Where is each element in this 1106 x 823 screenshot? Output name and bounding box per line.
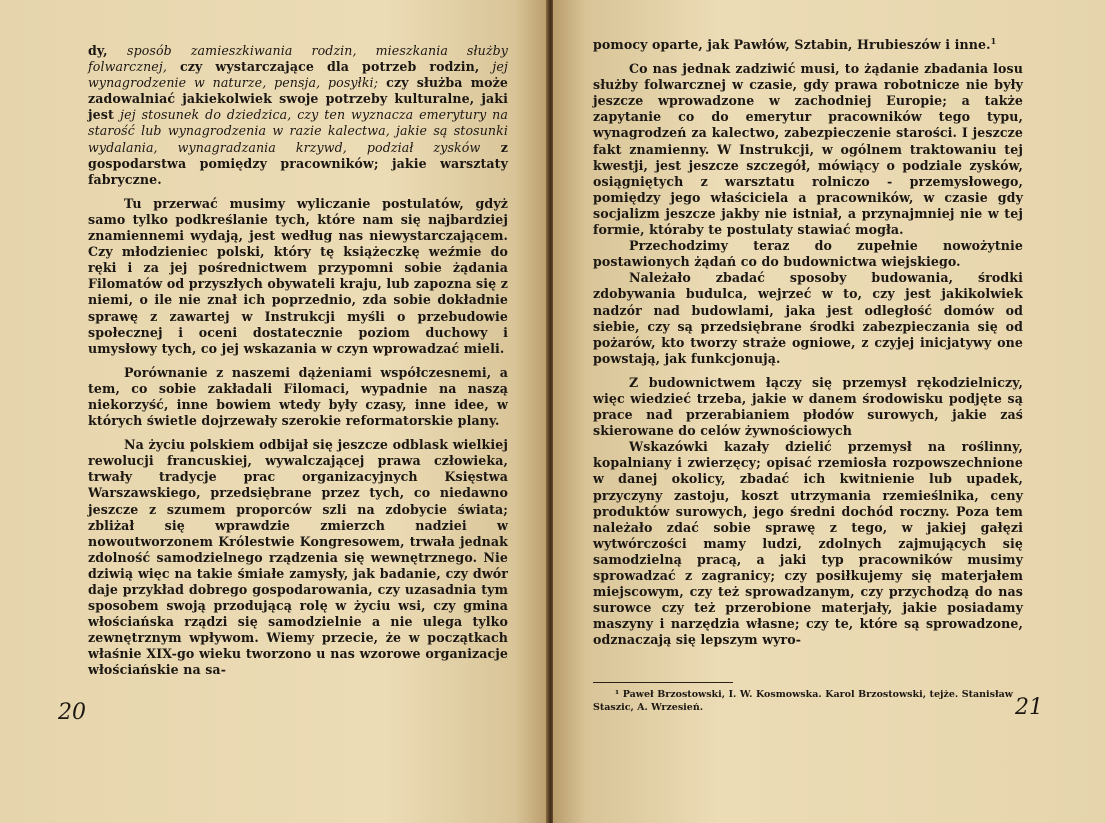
right-page-body <box>593 37 1023 656</box>
footnote-rule <box>593 682 733 683</box>
page-number-right: 21 <box>1015 695 1043 720</box>
paragraph-text: Wskazówki kazały dzielić przemysł na roślinny, kopalniany i zwierzęcy; opisać rzemiosła rozpowszechnione w danej okolicy, zbadać ich kwitnienie lub upadek, przyczyny zastoju, koszt utrzymania rzemieślnika, ceny produktów surowych, jego średni dochód roczny. Poza tem należało zdać sobie sprawę z tego, w jakiej gałęzi wytwórczości mamy ludzi, zdolnych zajmujących się samodzielną pracą, a jaki typ pracowników musimy sprowadzać z zagranicy; czy posiłkujemy się materjałem miejscowym, czy też sprowadzanym, czy przychodzą do nas surowce czy też przerobione materjały, jakie posiadamy maszyny i narzędzia własne; czy te, które są sprowadzone, odznaczają się lepszym wyro- <box>593 439 1023 648</box>
italic-segment: jej stosunek do dziedzica, czy ten wyznacza emerytury na starość lub wynagrodzenia w razie kalectwa, jakie są stosunki wydalania, wynagradzania krzywd, podział zysków <box>88 107 508 155</box>
right-page <box>553 0 1106 823</box>
text-segment: czy wystarczające dla potrzeb rodzin, <box>166 59 493 75</box>
right-paragraph <box>593 375 1023 439</box>
right-paragraph <box>593 238 1023 270</box>
right-paragraph <box>593 61 1023 238</box>
right-paragraph <box>593 37 1023 53</box>
text-segment: Porównanie z naszemi dążeniami współczesnemi, a tem, co sobie zakładali Filomaci, wypadnie na naszą niekorzyść, inne bowiem wtedy były czasy, inne idee, w których świetle dojrzewały szerokie reformatorskie plany. <box>88 364 508 429</box>
left-page <box>0 0 548 823</box>
left-page-body <box>88 43 508 687</box>
text-segment: Tu przerwać musimy wyliczanie postulatów, gdyż samo tylko podkreślanie tych, które nam się najbardziej znamiennemi wydają, jest według nas niewystarczającem. Czy młodzieniec polski, który tę książeczkę weźmie do ręki i za jej pośrednictwem przypomni sobie żądania Filomatów od przyszłych obywateli kraju, lub zapozna się z niemi, o ile nie znał ich poprzednio, zda sobie dokładnie sprawę z zawartej w Instrukcji myśli o przebudowie społecznej i oceni dostatecznie poziom duchowy i umysłowy tych, co jej wskazania w czyn wprowadzać mieli. <box>88 195 508 356</box>
footnote-marker: 1 <box>990 35 997 46</box>
text-segment: czy służba może zadowalniać jakiekolwiek swoje potrzeby kulturalne, jaki jest <box>88 75 508 123</box>
text-segment: Na życiu polskiem odbijał się jeszcze odblask wielkiej rewolucji francuskiej, wywalczającej prawa człowieka, trwały tradycje prac organizacyjnych Księstwa Warszawskiego, przedsiębrane przez tych, co niedawno jeszcze z szumem proporców szli na zdobycie świata; zbliżał się wprawdzie zmierzch nadziei w nowoutworzonem Królestwie Kongresowem, trwała jednak zdolność samodzielnego rządzenia się wewnętrznego. Nie dziwią więc na takie śmiałe zamysły, jak badanie, czy dwór daje przykład dobrego gospodarowania, czy uzasadnia tym sposobem swoją przodującą rolę w życiu wsi, czy gmina włościańska rządzi się samodzielnie a nie ulega tylko zewnętrznym wpływom. Wiemy przecie, że w początkach właśnie XIX-go wieku tworzono u nas wzorowe organizacje włościańskie na sa- <box>88 437 508 678</box>
text-segment: z gospodarstwa pomiędzy pracowników; jakie warsztaty fabryczne. <box>88 139 508 187</box>
left-paragraph <box>88 196 508 357</box>
paragraph-text: Należało zbadać sposoby budowania, środki zdobywania budulca, wejrzeć w to, czy jest jakikolwiek nadzór nad budowlami, jaka jest odległość domów od siebie, czy są przedsiębrane środki zabezpieczania się od pożarów, kto tworzy straże ogniowe, z czyjej inicjatywy one powstają, jak funkcjonują. <box>593 270 1023 366</box>
left-paragraph <box>88 437 508 678</box>
paragraph-text: Przechodzimy teraz do zupełnie nowożytnie postawionych żądań co do budownictwa wiejskiego. <box>593 238 1023 270</box>
right-paragraph <box>593 439 1023 648</box>
paragraph-text: pomocy oparte, jak Pawłów, Sztabin, Hrubieszów i inne. <box>593 37 991 52</box>
paragraph-text: Z budownictwem łączy się przemysł rękodzielniczy, więc wiedzieć trzeba, jakie w danem środowisku podjęte są prace nad przerabianiem płodów surowych, jakie zaś skierowane do celów żywnościowych <box>593 374 1023 439</box>
left-paragraph <box>88 43 508 188</box>
italic-segment: jej wynagrodzenie w naturze, pensja, posyłki; <box>88 59 508 91</box>
page-number-left: 20 <box>58 700 86 725</box>
left-paragraph <box>88 365 508 429</box>
footnote: ¹ Paweł Brzostowski, I. W. Kosmowska. Karol Brzostowski, tejże. Stanisław Staszic, A. Wrzesień. <box>593 689 1013 713</box>
text-segment: dy, <box>88 43 127 58</box>
right-paragraph <box>593 270 1023 367</box>
italic-segment: sposób zamieszkiwania rodzin, mieszkania służby folwarcznej, <box>88 43 509 75</box>
paragraph-text: Co nas jednak zadziwić musi, to żądanie zbadania losu służby folwarcznej w czasie, gdy prawa robotnicze nie były jeszcze wprowadzone w zachodniej Europie; a także zapytanie co do emerytur pracowników tego typu, wynagrodzeń za kalectwo, zabezpieczenie starości. I jeszcze fakt znamienny. W Instrukcji, w ogólnem traktowaniu tej kwestji, jest jeszcze szczegół, mówiący o podziale zysków, osiągniętych z warsztatu rolniczo - przemysłowego, pomiędzy jego właściciela a pracowników, w czasie gdy socjalizm jeszcze jakby nie istniał, a przynajmniej nie w tej formie, któraby te postulaty stawiać mogła. <box>593 61 1023 238</box>
